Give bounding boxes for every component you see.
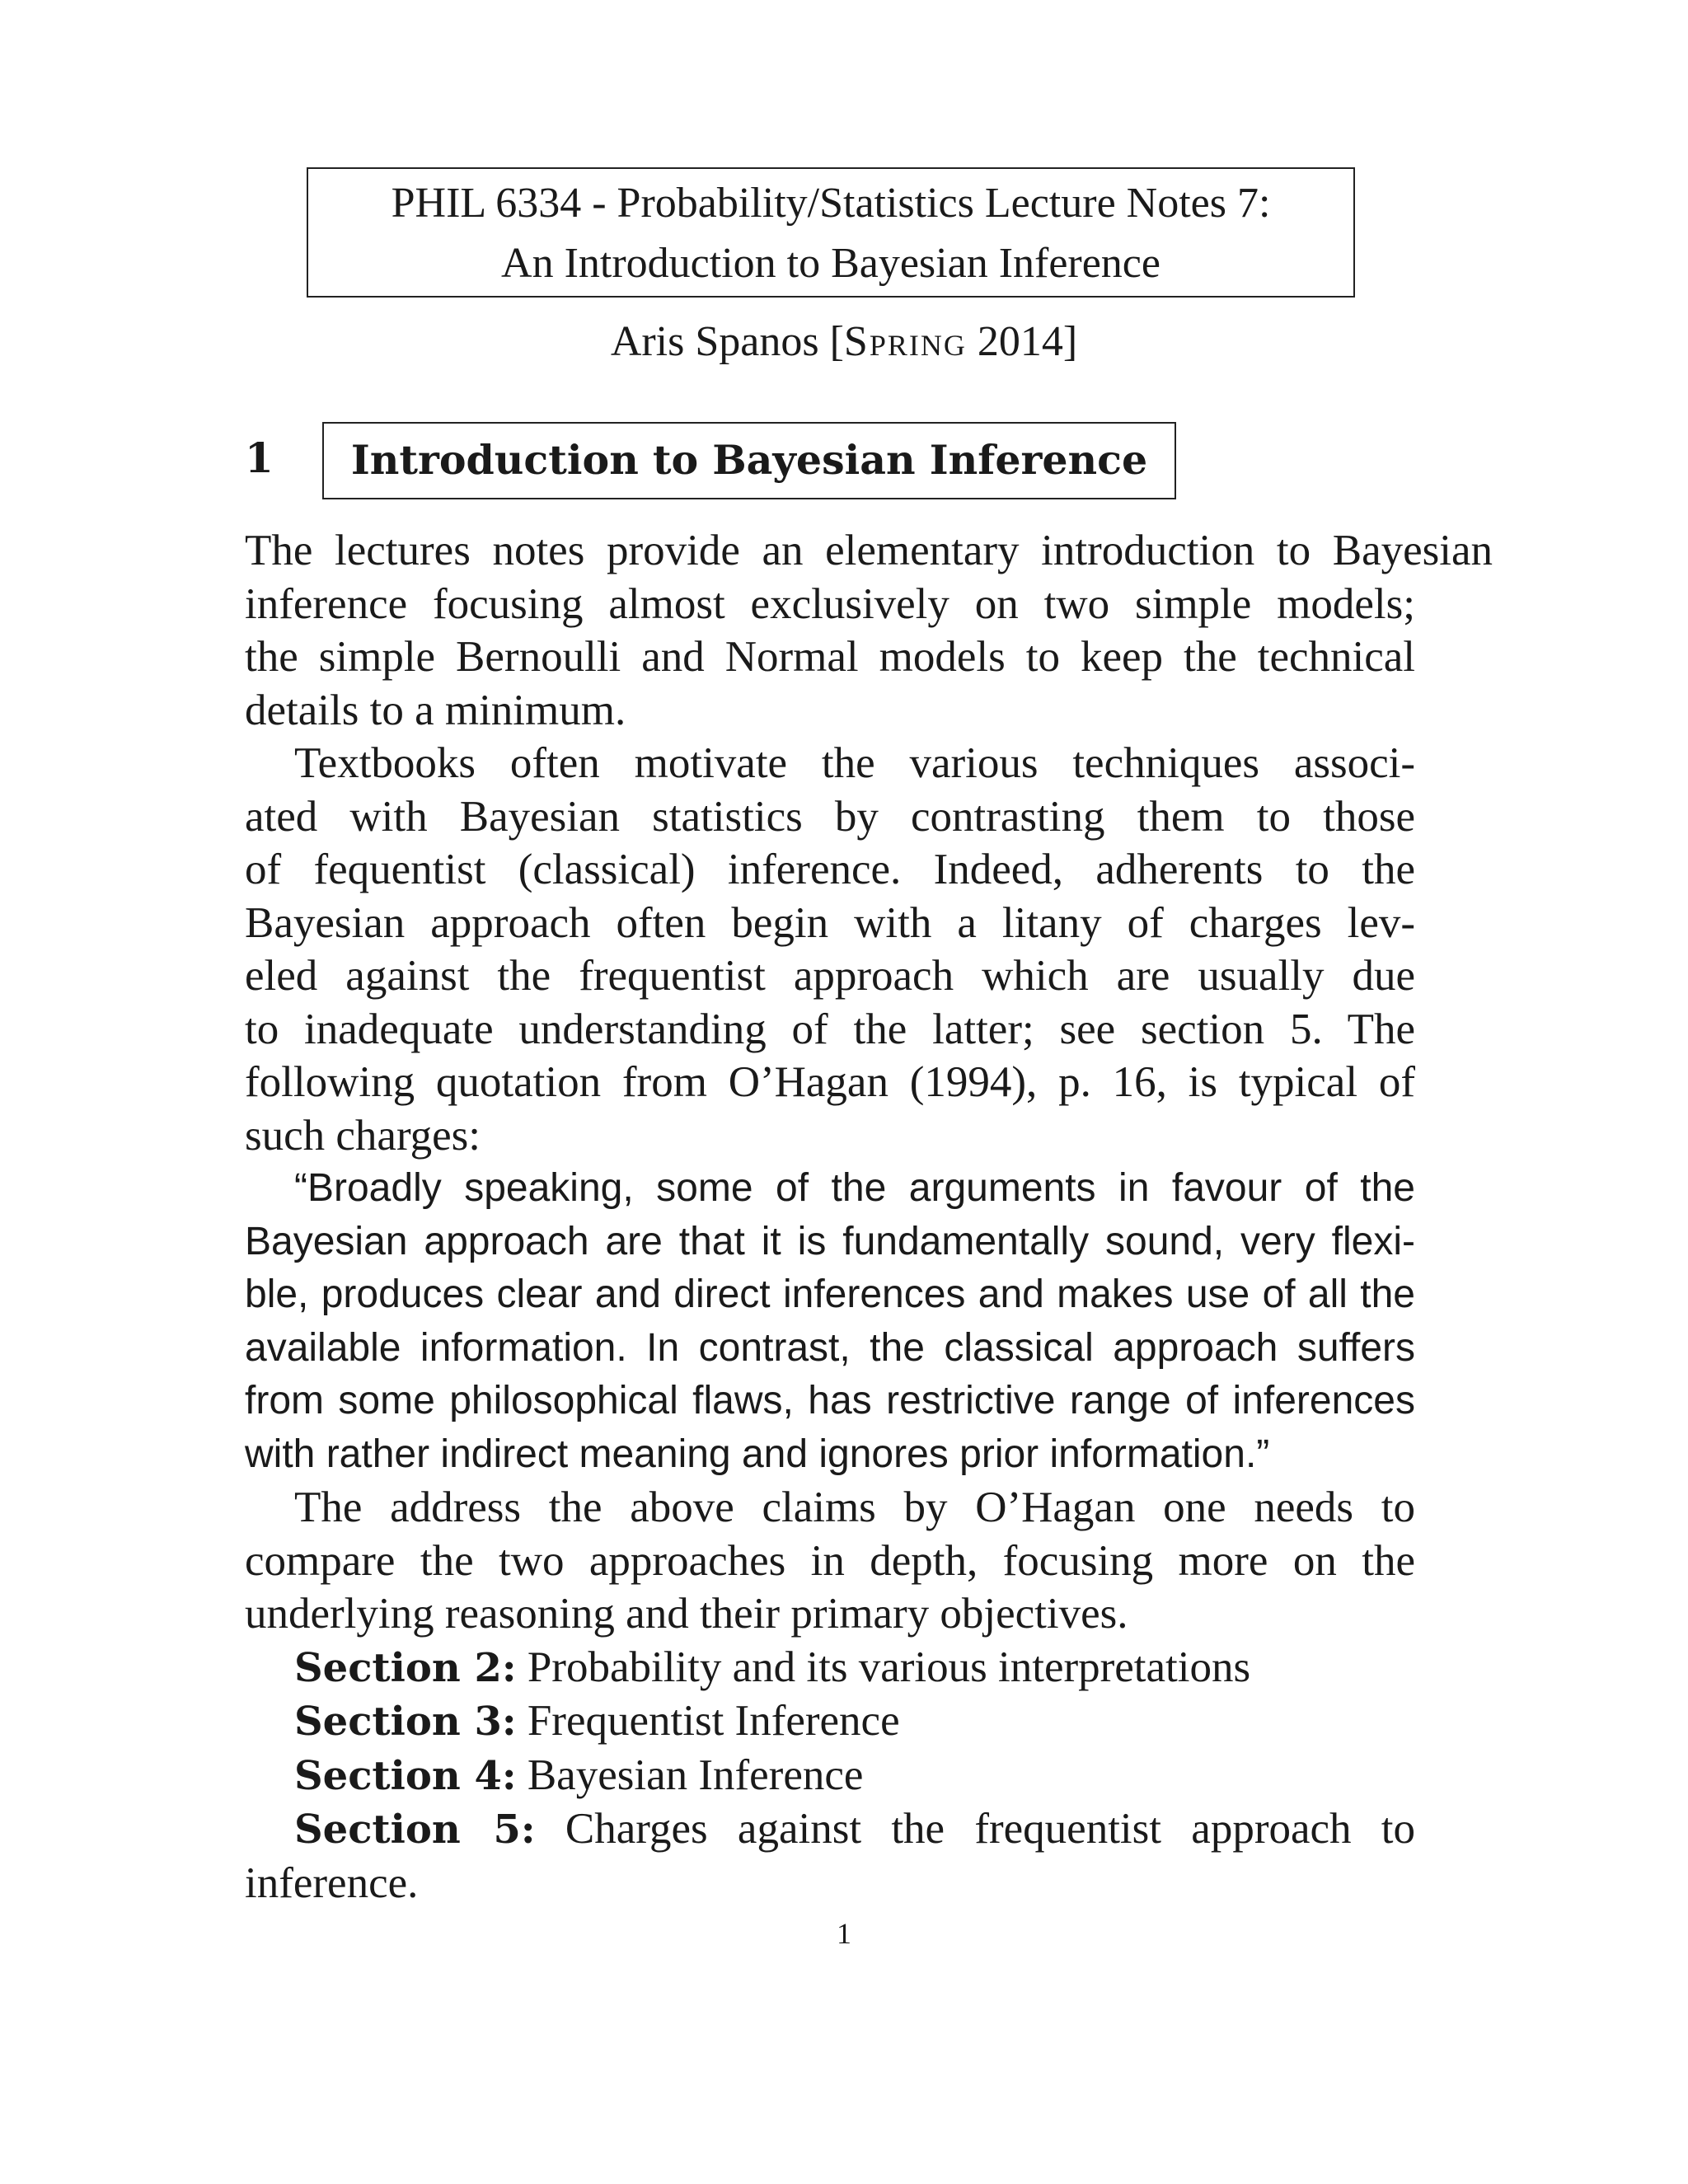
section-title: Introduction to Bayesian Inference bbox=[322, 422, 1176, 499]
author-name: Aris Spanos [ bbox=[610, 318, 844, 365]
paragraph-3-line: underlying reasoning and their primary objectives. bbox=[245, 1590, 1128, 1638]
outline-item-label: Section 2: bbox=[294, 1644, 517, 1691]
quotation-line: available information. In contrast, the classical approach suffers bbox=[245, 1325, 1415, 1370]
paragraph-1-line: details to a minimum. bbox=[245, 686, 626, 734]
paragraph-1-line: inference focusing almost exclusively on two simple models; bbox=[245, 579, 1415, 628]
paragraph-2-line: of fequentist (classical) inference. Indeed, adherents to the bbox=[245, 846, 1415, 893]
author-year: 2014] bbox=[966, 318, 1078, 365]
section-heading bbox=[245, 422, 1234, 501]
outline-item-label: Section 4: bbox=[294, 1752, 517, 1799]
paragraph-2-line: eled against the frequentist approach which are usually due bbox=[245, 952, 1415, 1000]
outline-item-text: Probability and its various interpretations bbox=[527, 1643, 1251, 1691]
page-number: 1 bbox=[837, 1917, 851, 1950]
document-title-box bbox=[307, 167, 1355, 298]
paragraph-2-line: Textbooks often motivate the various techniques associ- bbox=[294, 739, 1415, 787]
quotation-line: ble, produces clear and direct inferences and makes use of all the bbox=[245, 1272, 1415, 1316]
outline-item-text: Charges against the frequentist approach to bbox=[565, 1805, 1416, 1853]
outline-item bbox=[245, 1694, 1415, 1749]
paragraph-3 bbox=[245, 1481, 1415, 1641]
body-text bbox=[245, 524, 1493, 1910]
paragraph-3-line: The address the above claims by O’Hagan one needs to bbox=[294, 1483, 1415, 1531]
paragraph-3-line: compare the two approaches in depth, focusing more on the bbox=[245, 1536, 1415, 1585]
quotation-line: Bayesian approach are that it is fundamentally sound, very flexi- bbox=[245, 1219, 1415, 1263]
section-number: 1 bbox=[245, 434, 274, 482]
outline-item bbox=[245, 1749, 1415, 1803]
paragraph-1 bbox=[245, 524, 1493, 737]
paragraph-2-line: Bayesian approach often begin with a litany of charges lev- bbox=[245, 898, 1415, 947]
quotation-line: from some philosophical flaws, has restrictive range of inferences bbox=[245, 1379, 1415, 1422]
paragraph-2-line: ated with Bayesian statistics by contrasting them to those bbox=[245, 792, 1415, 841]
outline-item-label: Section 3: bbox=[294, 1699, 517, 1745]
paragraph-2-line: following quotation from O’Hagan (1994), p. 16, is typical of bbox=[245, 1058, 1415, 1106]
outline-item-continuation: inference. bbox=[245, 1858, 419, 1907]
paragraph-2 bbox=[245, 737, 1415, 1162]
paragraph-1-line: the simple Bernoulli and Normal models to keep the technical bbox=[245, 633, 1415, 681]
outline-item-text: Bayesian Inference bbox=[527, 1750, 864, 1799]
paragraph-2-line: such charges: bbox=[245, 1111, 481, 1160]
document-title-line-1: PHIL 6334 - Probability/Statistics Lecture Notes 7: bbox=[391, 180, 1271, 227]
paragraph-1-line: The lectures notes provide an elementary introduction to Bayesian bbox=[245, 527, 1493, 574]
outline-item bbox=[245, 1641, 1415, 1695]
author-line bbox=[0, 312, 1688, 373]
outline-item-text: Frequentist Inference bbox=[527, 1697, 900, 1745]
paragraph-2-line: to inadequate understanding of the latter; see section 5. The bbox=[245, 1005, 1415, 1053]
section-outline bbox=[245, 1641, 1415, 1910]
outline-item bbox=[245, 1802, 1415, 1857]
author-term: Spring bbox=[843, 318, 967, 365]
document-title-line-2: An Introduction to Bayesian Inference bbox=[501, 240, 1160, 287]
quotation-line: with rather indirect meaning and ignores prior information.” bbox=[245, 1432, 1270, 1476]
quotation-block bbox=[245, 1162, 1415, 1481]
quotation-line: “Broadly speaking, some of the arguments in favour of the bbox=[294, 1166, 1415, 1210]
outline-item-label: Section 5: bbox=[294, 1807, 536, 1853]
